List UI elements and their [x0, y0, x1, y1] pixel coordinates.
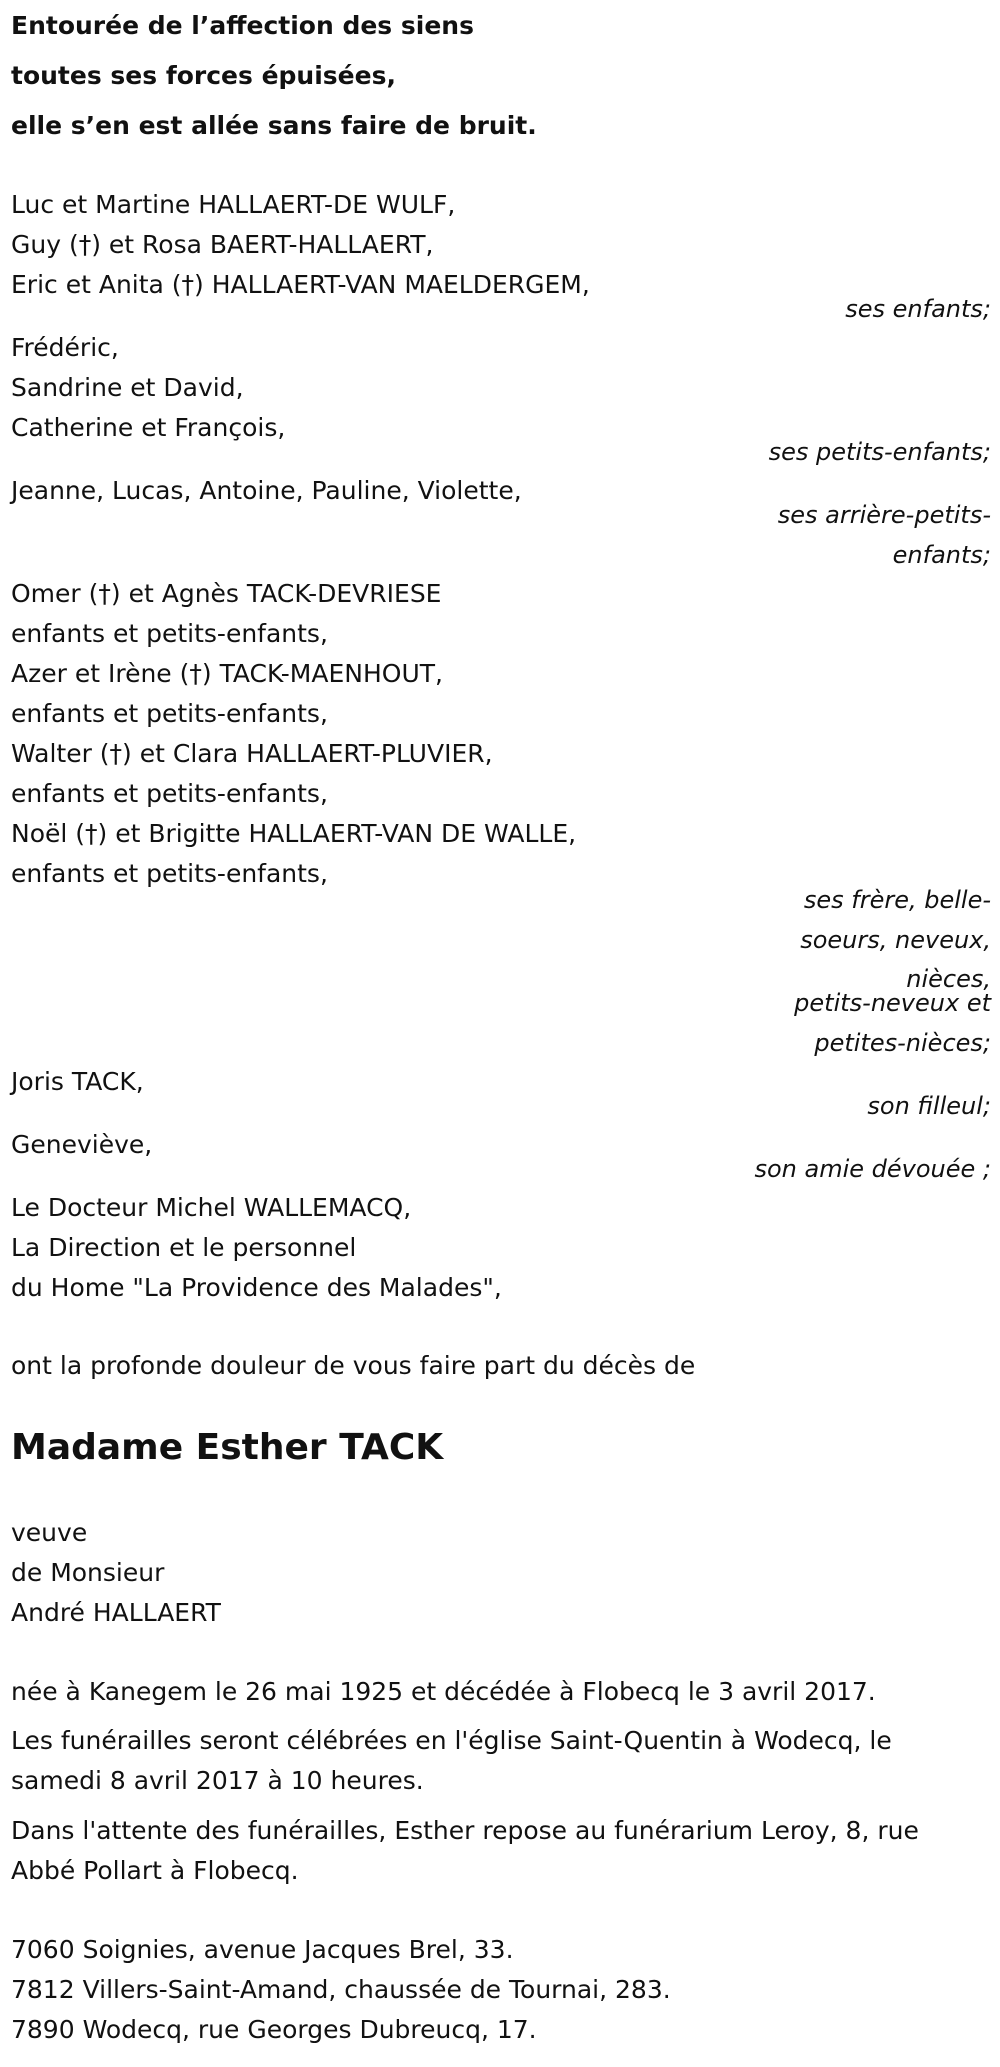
godson-name: Joris TACK, — [11, 1067, 144, 1096]
rest-details-line-1: Dans l'attente des funérailles, Esther repose au funérarium Leroy, 8, rue — [11, 1816, 919, 1845]
children-name-1: Luc et Martine HALLAERT-DE WULF, — [11, 190, 456, 219]
great-grandchildren-role-1: ses arrière-petits- — [777, 501, 991, 529]
others-line-1: Le Docteur Michel WALLEMACQ, — [11, 1193, 412, 1222]
grandchildren-name-1: Frédéric, — [11, 333, 119, 362]
siblings-line-2: enfants et petits-enfants, — [11, 619, 328, 648]
address-2: 7812 Villers-Saint-Amand, chaussée de Tournai, 283. — [11, 1975, 671, 2004]
siblings-line-3: Azer et Irène (†) TACK-MAENHOUT, — [11, 659, 443, 688]
siblings-role-2: soeurs, neveux, — [800, 926, 991, 954]
deceased-status-2: de Monsieur — [11, 1558, 165, 1587]
siblings-line-6: enfants et petits-enfants, — [11, 779, 328, 808]
siblings-role-5: petites-nièces; — [814, 1029, 991, 1057]
deceased-status-1: veuve — [11, 1518, 88, 1547]
siblings-role-4: petits-neveux et — [794, 989, 991, 1017]
siblings-line-4: enfants et petits-enfants, — [11, 699, 328, 728]
children-name-2: Guy (†) et Rosa BAERT-HALLAERT, — [11, 230, 434, 259]
deceased-name: Madame Esther TACK — [11, 1427, 444, 1468]
grandchildren-name-3: Catherine et François, — [11, 413, 286, 442]
great-grandchildren-names: Jeanne, Lucas, Antoine, Pauline, Violette, — [11, 476, 522, 505]
address-3: 7890 Wodecq, rue Georges Dubreucq, 17. — [11, 2015, 537, 2044]
rest-details-line-2: Abbé Pollart à Flobecq. — [11, 1856, 299, 1885]
siblings-line-8: enfants et petits-enfants, — [11, 859, 328, 888]
siblings-line-5: Walter (†) et Clara HALLAERT-PLUVIER, — [11, 739, 493, 768]
intro-line-2: toutes ses forces épuisées, — [11, 61, 396, 90]
announcement: ont la profonde douleur de vous faire part du décès de — [11, 1351, 696, 1380]
others-line-3: du Home "La Providence des Malades", — [11, 1273, 502, 1302]
address-1: 7060 Soignies, avenue Jacques Brel, 33. — [11, 1935, 514, 1964]
deceased-status-3: André HALLAERT — [11, 1598, 221, 1627]
intro-line-3: elle s’en est allée sans faire de bruit. — [11, 111, 537, 140]
grandchildren-role: ses petits-enfants; — [768, 438, 991, 466]
others-line-2: La Direction et le personnel — [11, 1233, 357, 1262]
siblings-line-7: Noël (†) et Brigitte HALLAERT-VAN DE WALLE, — [11, 819, 577, 848]
intro-line-1: Entourée de l’affection des siens — [11, 11, 474, 40]
funeral-details-line-1: Les funérailles seront célébrées en l'église Saint-Quentin à Wodecq, le — [11, 1726, 892, 1755]
funeral-details-line-2: samedi 8 avril 2017 à 10 heures. — [11, 1766, 424, 1795]
siblings-line-1: Omer (†) et Agnès TACK-DEVRIESE — [11, 579, 442, 608]
grandchildren-name-2: Sandrine et David, — [11, 373, 244, 402]
siblings-role-1: ses frère, belle- — [803, 886, 991, 914]
great-grandchildren-role-2: enfants; — [892, 541, 991, 569]
friend-name: Geneviève, — [11, 1130, 153, 1159]
godson-role: son filleul; — [867, 1092, 991, 1120]
children-name-3: Eric et Anita (†) HALLAERT-VAN MAELDERGEM, — [11, 270, 590, 299]
birth-death-details: née à Kanegem le 26 mai 1925 et décédée à Flobecq le 3 avril 2017. — [11, 1677, 876, 1706]
children-role: ses enfants; — [845, 295, 991, 323]
siblings-role-3: nièces, — [906, 965, 991, 993]
friend-role: son amie dévouée ; — [754, 1155, 991, 1183]
